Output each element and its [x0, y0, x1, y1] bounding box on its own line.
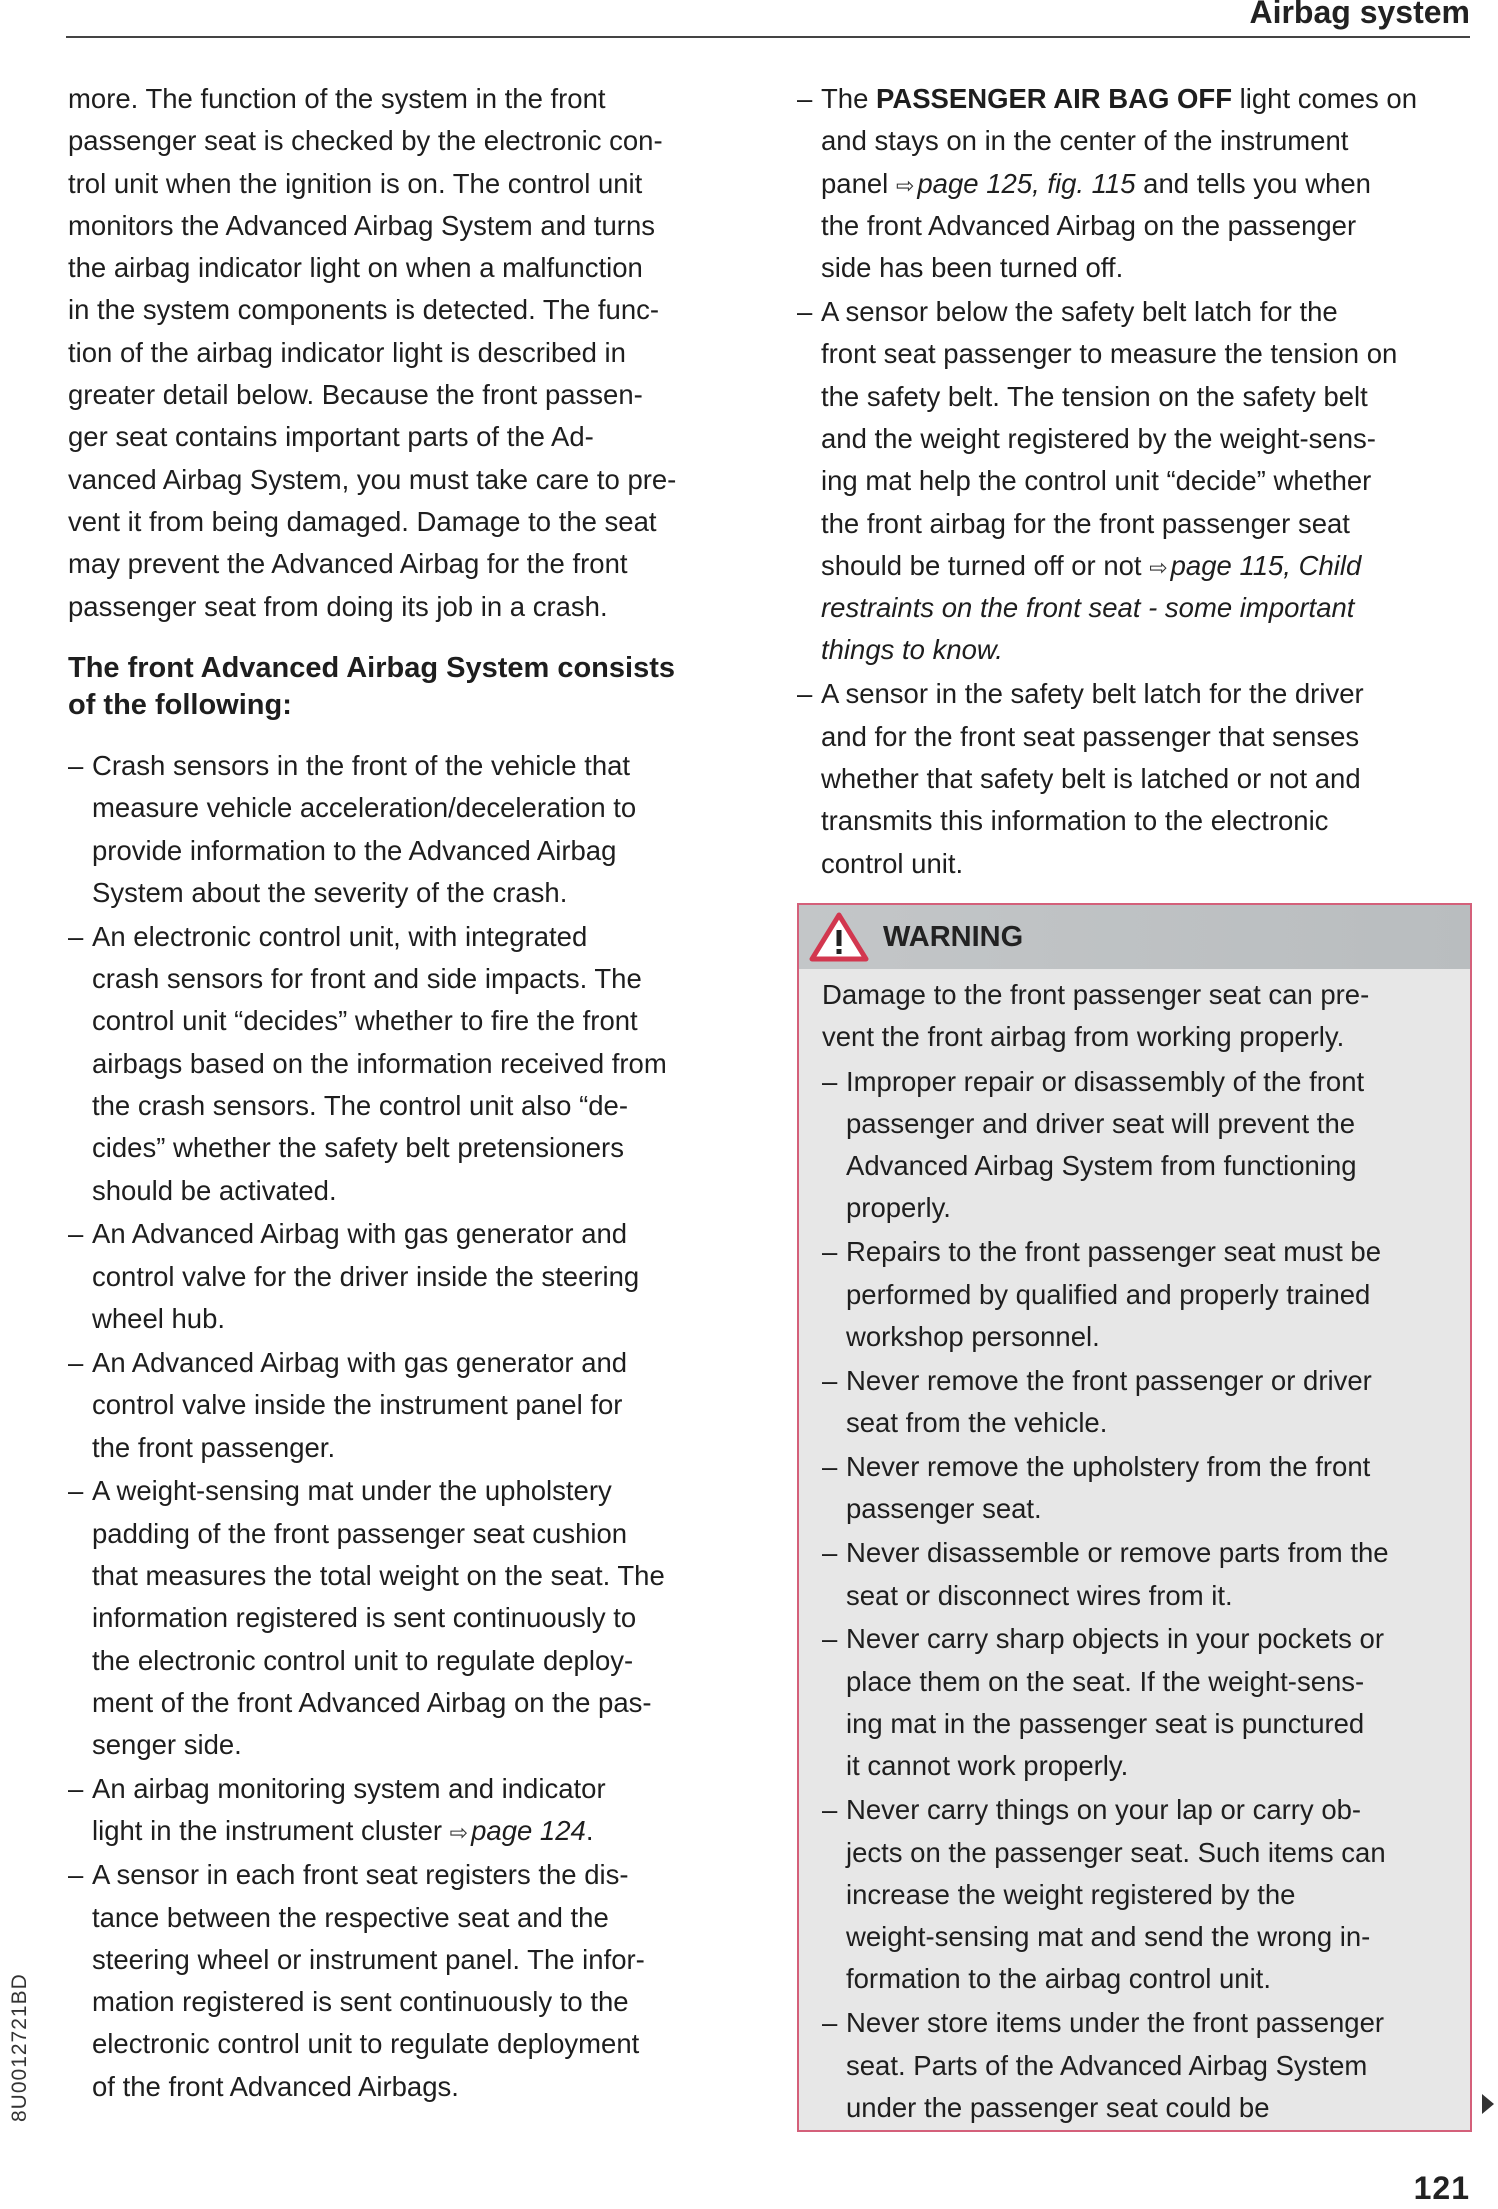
- text-line: the front Advanced Airbag on the passenger: [821, 209, 1357, 241]
- text-line: increase the weight registered by the: [846, 1878, 1296, 1910]
- text-line: in the system components is detected. The func-: [68, 294, 660, 326]
- text-segment: The: [821, 83, 877, 114]
- text-line: [821, 545, 1477, 587]
- text-line: – Improper repair or disassembly of the front: [846, 1065, 1365, 1097]
- text-line: information registered is sent continuously to: [92, 1602, 637, 1634]
- text-line: – Crash sensors in the front of the vehicle that: [92, 750, 631, 781]
- text-segment: light in the instrument cluster: [92, 1815, 450, 1847]
- text-line: control unit “decides” whether to fire the front: [92, 1005, 638, 1037]
- text-line: – A sensor below the safety belt latch for the: [821, 296, 1338, 328]
- text-line: mation registered is sent continuously to the: [92, 1986, 629, 2018]
- text-line: – An airbag monitoring system and indicator: [92, 1773, 606, 1805]
- text-line: senger side.: [92, 1729, 242, 1761]
- text-line: Damage to the front passenger seat can pre-: [822, 979, 1370, 1010]
- list-item: [822, 1061, 1470, 1230]
- text-line: steering wheel or instrument panel. The infor-: [92, 1943, 645, 1975]
- list-item: [822, 1618, 1470, 1787]
- text-line: the front airbag for the front passenger seat: [821, 507, 1350, 539]
- text-line: more. The function of the system in the front: [68, 83, 606, 114]
- text-line: ment of the front Advanced Airbag on the pas-: [92, 1686, 652, 1718]
- text-line: front seat passenger to measure the tension on: [821, 338, 1398, 370]
- text-line: [821, 78, 1477, 120]
- text-line: – Never carry things on your lap or carry ob-: [846, 1794, 1362, 1826]
- page-number: 121: [1413, 2170, 1470, 2206]
- text-line: greater detail below. Because the front passen-: [68, 379, 643, 411]
- text-line: [821, 629, 1477, 671]
- list-item: [822, 1532, 1470, 1617]
- text-line: – A sensor in each front seat registers the dis-: [92, 1859, 629, 1891]
- list-item: [822, 1446, 1470, 1531]
- list-item: [68, 1768, 758, 1853]
- text-line: of the front Advanced Airbags.: [92, 2070, 459, 2102]
- text-line: provide information to the Advanced Airbag: [92, 834, 617, 866]
- text-line: of the following:: [68, 689, 292, 721]
- header-rule: [66, 36, 1470, 38]
- text-line: and for the front seat passenger that senses: [821, 720, 1360, 752]
- text-line: and the weight registered by the weight-sens-: [821, 422, 1376, 454]
- right-list: [797, 78, 1477, 886]
- text-line: – Never remove the upholstery from the front: [846, 1451, 1371, 1483]
- text-line: electronic control unit to regulate deployment: [92, 2028, 640, 2060]
- italic-text: things to know.: [821, 634, 1003, 666]
- text-line: wheel hub.: [92, 1303, 226, 1335]
- text-line: – Never disassemble or remove parts from the: [846, 1537, 1389, 1569]
- text-line: passenger seat from doing its job in a crash.: [68, 590, 608, 622]
- text-line: place them on the seat. If the weight-sens-: [846, 1665, 1365, 1697]
- text-line: [821, 163, 1477, 205]
- text-line: the airbag indicator light on when a malfunction: [68, 252, 643, 284]
- text-line: passenger seat is checked by the electronic con-: [68, 125, 663, 157]
- section-heading: [68, 650, 675, 724]
- text-line: – A sensor in the safety belt latch for the driver: [821, 678, 1364, 710]
- page-reference-link[interactable]: ⇨ page 115, Child: [1149, 550, 1361, 581]
- text-line: formation to the airbag control unit.: [846, 1963, 1271, 1995]
- text-line: System about the severity of the crash.: [92, 876, 568, 908]
- text-line: [821, 587, 1477, 629]
- text-line: should be activated.: [92, 1174, 337, 1206]
- text-segment: should be turned off or not: [821, 549, 1150, 581]
- list-item: [68, 1854, 758, 2108]
- text-line: cides” whether the safety belt pretensioners: [92, 1132, 624, 1164]
- text-line: the crash sensors. The control unit also “de-: [92, 1089, 629, 1121]
- text-line: under the passenger seat could be: [846, 2091, 1270, 2123]
- text-line: vent the front airbag from working properly.: [822, 1021, 1345, 1053]
- document-code: 8U0012721BD: [8, 1973, 31, 2122]
- list-item: [797, 78, 1477, 289]
- text-line: – A weight-sensing mat under the upholstery: [92, 1475, 612, 1507]
- text-line: seat or disconnect wires from it.: [846, 1579, 1233, 1611]
- text-line: side has been turned off.: [821, 252, 1124, 284]
- text-line: seat from the vehicle.: [846, 1407, 1108, 1439]
- text-line: control unit.: [821, 847, 964, 879]
- warning-triangle-icon: [809, 912, 869, 962]
- text-line: transmits this information to the electronic: [821, 805, 1329, 837]
- text-line: trol unit when the ignition is on. The control unit: [68, 167, 643, 199]
- warning-list: [822, 1061, 1470, 2130]
- text-line: tance between the respective seat and the: [92, 1901, 609, 1933]
- text-line: the safety belt. The tension on the safety belt: [821, 380, 1368, 412]
- text-line: vent it from being damaged. Damage to the seat: [68, 505, 657, 537]
- text-line: airbags based on the information received from: [92, 1047, 667, 1079]
- text-line: that measures the total weight on the seat. The: [92, 1560, 665, 1592]
- list-item: [68, 1470, 758, 1766]
- text-line: measure vehicle acceleration/deceleration to: [92, 792, 637, 824]
- list-item: [68, 745, 758, 914]
- text-line: The front Advanced Airbag System consists: [68, 652, 675, 684]
- text-line: ing mat in the passenger seat is punctured: [846, 1708, 1365, 1740]
- text-line: monitors the Advanced Airbag System and turns: [68, 209, 655, 241]
- list-item: [68, 1342, 758, 1469]
- text-segment: panel: [821, 167, 896, 199]
- list-item: [68, 916, 758, 1212]
- list-item: [68, 1213, 758, 1340]
- text-line: properly.: [846, 1192, 951, 1224]
- text-line: tion of the airbag indicator light is described in: [68, 336, 626, 368]
- text-segment: and tells you when: [1135, 167, 1371, 199]
- list-item: [797, 673, 1477, 884]
- list-item: [822, 1360, 1470, 1445]
- warning-title: WARNING: [883, 920, 1024, 953]
- text-line: it cannot work properly.: [846, 1750, 1129, 1782]
- text-line: passenger seat.: [846, 1493, 1042, 1525]
- text-line: control valve for the driver inside the steering: [92, 1260, 640, 1292]
- text-line: – Never remove the front passenger or driver: [846, 1364, 1372, 1396]
- text-line: – An Advanced Airbag with gas generator and: [92, 1218, 628, 1250]
- text-line: – Never store items under the front passenger: [846, 2007, 1385, 2039]
- text-line: the electronic control unit to regulate deploy-: [92, 1644, 634, 1676]
- warning-box: [797, 903, 1472, 2132]
- text-line: padding of the front passenger seat cushion: [92, 1517, 628, 1549]
- text-line: seat. Parts of the Advanced Airbag System: [846, 2049, 1368, 2081]
- left-intro: [68, 78, 748, 630]
- text-line: workshop personnel.: [846, 1320, 1100, 1352]
- text-line: control valve inside the instrument panel for: [92, 1389, 623, 1421]
- text-line: – Repairs to the front passenger seat must be: [846, 1236, 1382, 1268]
- list-item: [797, 291, 1477, 672]
- text-line: ing mat help the control unit “decide” whether: [821, 465, 1372, 497]
- text-line: the front passenger.: [92, 1431, 336, 1463]
- text-line: – An electronic control unit, with integrated: [92, 920, 588, 952]
- text-line: jects on the passenger seat. Such items can: [846, 1836, 1386, 1868]
- list-item: [822, 1231, 1470, 1358]
- text-line: weight-sensing mat and send the wrong in-: [846, 1921, 1371, 1953]
- warning-intro: [822, 974, 1470, 1059]
- text-line: performed by qualified and properly trained: [846, 1278, 1371, 1310]
- text-line: Advanced Airbag System from functioning: [846, 1150, 1357, 1182]
- text-line: whether that safety belt is latched or not and: [821, 762, 1361, 794]
- list-item: [822, 1789, 1470, 2000]
- continued-arrow-icon: [1482, 2094, 1494, 2114]
- page-reference-link[interactable]: ⇨ page 124: [450, 1815, 586, 1846]
- section-title: Airbag system: [1249, 0, 1470, 30]
- list-item: [822, 2002, 1470, 2129]
- text-line: ger seat contains important parts of the Ad-: [68, 421, 594, 453]
- page-reference-link[interactable]: ⇨ page 125, fig. 115: [896, 168, 1136, 199]
- text-line: crash sensors for front and side impacts. The: [92, 963, 642, 995]
- italic-text: restraints on the front seat - some important: [821, 592, 1355, 624]
- text-line: and stays on in the center of the instrument: [821, 125, 1349, 157]
- bold-text: PASSENGER AIR BAG OFF: [876, 83, 1233, 114]
- warning-body: [799, 969, 1470, 2129]
- text-line: may prevent the Advanced Airbag for the front: [68, 548, 628, 580]
- warning-header: [799, 905, 1470, 969]
- intro-paragraph: [68, 78, 748, 628]
- text-line: – Never carry sharp objects in your pockets or: [846, 1623, 1384, 1655]
- text-segment: .: [585, 1815, 594, 1847]
- text-line: – An Advanced Airbag with gas generator and: [92, 1346, 628, 1378]
- text-line: [92, 1810, 758, 1852]
- text-segment: light comes on: [1232, 83, 1417, 114]
- text-line: vanced Airbag System, you must take care to pre-: [68, 463, 677, 495]
- left-list: [68, 745, 758, 2110]
- text-line: passenger and driver seat will prevent the: [846, 1107, 1356, 1139]
